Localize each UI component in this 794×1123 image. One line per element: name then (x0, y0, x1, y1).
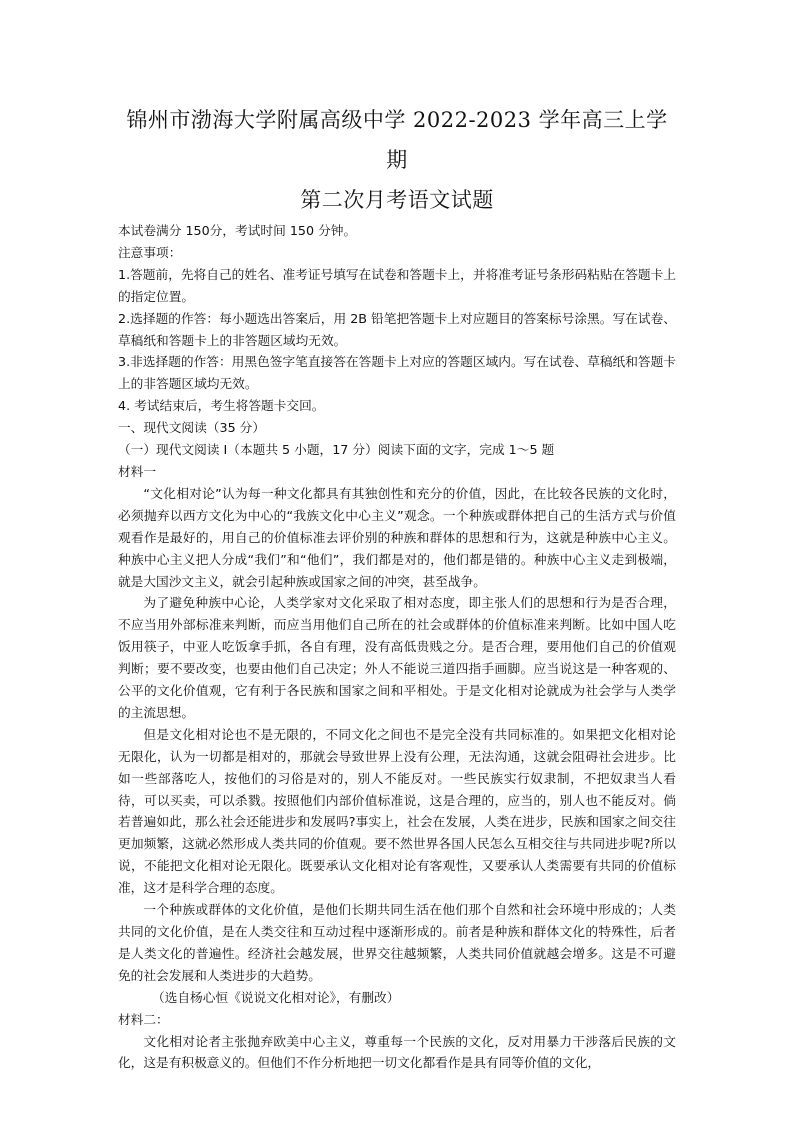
material-2-label: 材料二： (118, 1011, 169, 1027)
notice-item: 1.答题前，先将自己的姓名、准考证号填写在试卷和答题卡上，并将准考证号条形码粘贴在答题卡上的指定位置。 (118, 266, 676, 304)
exam-title-line-2: 第二次月考语文试题 (300, 188, 494, 212)
notice-heading: 注意事项： (118, 244, 182, 260)
section-heading: 一、现代文阅读（35 分） (118, 420, 266, 436)
material-1-paragraph: 为了避免种族中心论，人类学家对文化采取了相对态度，即主张人们的思想和行为是否合理，不应当用外部标准来判断，而应当用他们自己所在的社会或群体的价值标准来判断。比如中国人吃饭用筷子，中亚人吃饭拿手抓，各自有理，没有高低贵贱之分。是否合理，要用他们自己的价值观判断；要不要改变，也要由他们自己决定；外人不能说三道四指手画脚。应当说这是一种客观的、公平的文化价值观，它有利于各民族和国家之间和平相处。于是文化相对论就成为社会学与人类学的主流思想。 (118, 595, 676, 720)
notice-item: 4. 考试结束后，考生将答题卡交回。 (118, 398, 325, 414)
subsection-heading: （一）现代文阅读 I（本题共 5 小题，17 分）阅读下面的文字，完成 1～5 题 (118, 442, 555, 458)
material-1-paragraph: “文化相对论”认为每一种文化都具有其独创性和充分的价值，因此，在比较各民族的文化时，必须抛弃以西方文化为中心的“我族文化中心主义”观念。一个种族或群体把自己的生活方式与价值观看作是最好的，用自己的价值标准去评价别的种族和群体的思想和行为，这就是种族中心主义。种族中心主义把人分成“我们”和“他们”，我们都是对的，他们都是错的。种族中心主义走到极端，就是大国沙文主义，就会引起种族或国家之间的冲突，甚至战争。 (118, 485, 676, 589)
document-body (118, 220, 676, 1074)
material-2-paragraph: 文化相对论者主张抛弃欧美中心主义，尊重每一个民族的文化，反对用暴力干涉落后民族的文化，这是有积极意义的。但他们不作分析地把一切文化都看作是具有同等价值的文化， (118, 1033, 676, 1071)
exam-title-line-1: 锦州市渤海大学附属高级中学 2022-2023 学年高三上学期 (126, 108, 668, 172)
exam-intro: 本试卷满分 150分，考试时间 150 分钟。 (118, 223, 357, 238)
material-1-paragraph: 一个种族或群体的文化价值，是他们长期共同生活在他们那个自然和社会环境中形成的；人类共同的文化价值，是在人类交往和互动过程中逐渐形成的。前者是种族和群体文化的特殊性，后者是人类文化的普遍性。经济社会越发展，世界交往越频繁，人类共同价值就越会增多。这是不可避免的社会发展和人类进步的大趋势。 (118, 902, 676, 983)
notice-item: 3.非选择题的作答：用黑色签字笔直接答在答题卡上对应的答题区域内。写在试卷、草稿纸和答题卡上的非答题区域均无效。 (118, 354, 676, 392)
material-1-source: （选自杨心恒《说说文化相对论》，有删改） (152, 989, 400, 1005)
notice-item: 2.选择题的作答：每小题选出答案后，用 2B 铅笔把答题卡上对应题目的答案标号涂黑。写在试卷、草稿纸和答题卡上的非答题区域均无效。 (118, 310, 676, 348)
material-1-paragraph: 但是文化相对论也不是无限的，不同文化之间也不是完全没有共同标准的。如果把文化相对论无限化，认为一切都是相对的，那就会导致世界上没有公理，无法沟通，这就会阻碍社会进步。比如一些部落吃人，按他们的习俗是对的，别人不能反对。一些民族实行奴隶制，不把奴隶当人看待，可以买卖，可以杀戮。按照他们内部价值标准说，这是合理的，应当的，别人也不能反对。倘若普遍如此，那么社会还能进步和发展吗?事实上，社会在发展，人类在进步，民族和国家之间交往更加频繁，这就必然形成人类共同的价值观。要不然世界各国人民怎么互相交往与共同进步呢?所以说，不能把文化相对论无限化。既要承认文化相对论有客观性，又要承认人类需要有共同的价值标准，这才是科学合理的态度。 (118, 726, 676, 896)
material-1-label: 材料一 (118, 463, 157, 479)
